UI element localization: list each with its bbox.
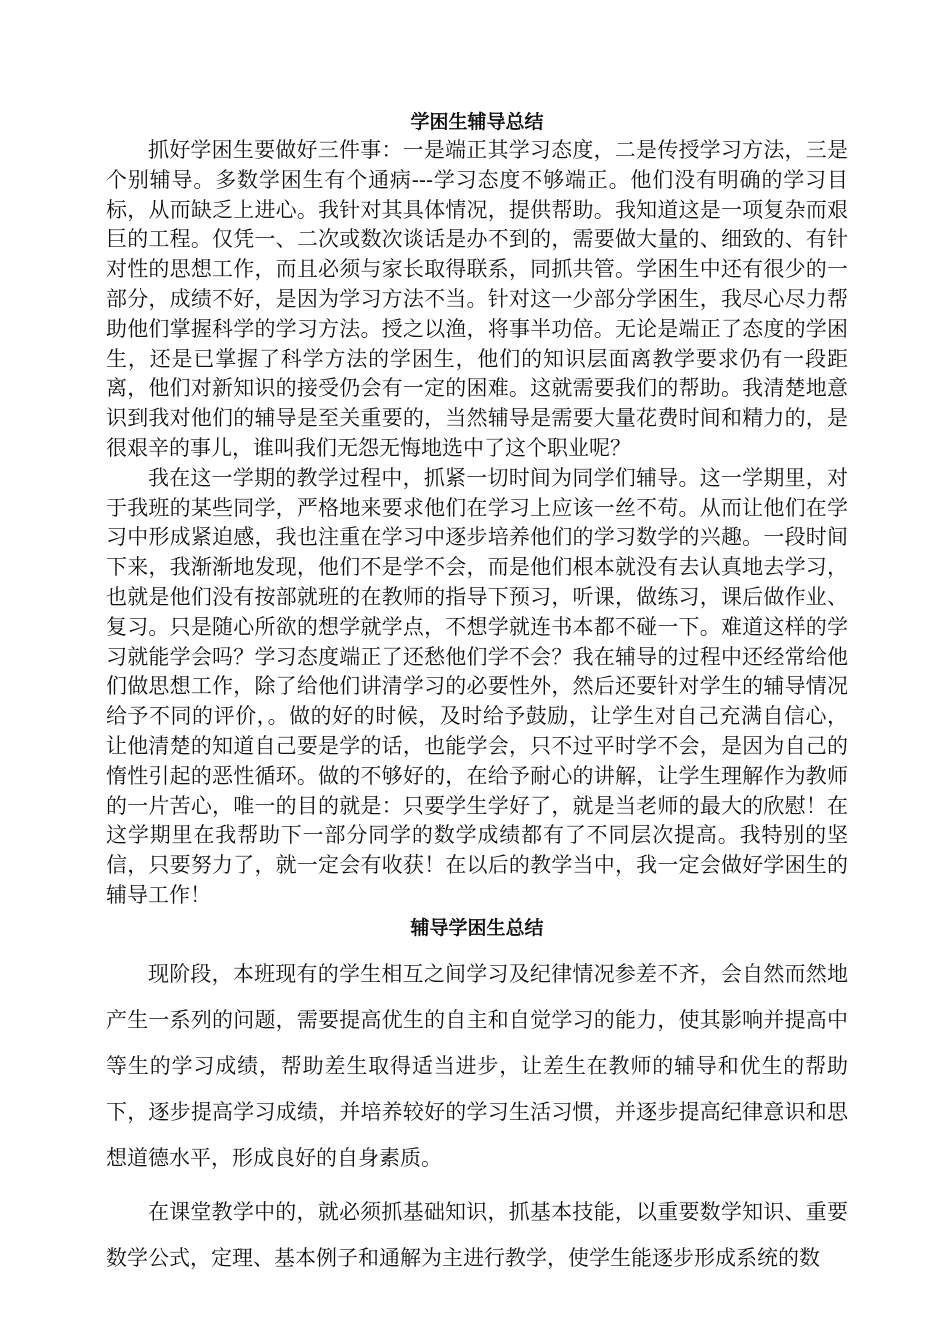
document-title: 学困生辅导总结 <box>410 111 544 133</box>
paragraph: 抓好学困生要做好三件事：一是端正其学习态度，二是传授学习方法，三是个别辅导。多数学困生有个通病---学习态度不够端正。他们没有明确的学习目标，从而缺乏上进心。我针对其具体情况，提供帮助。我知道这是一项复杂而艰巨的工程。仅凭一、二次或数次谈话是办不到的，需要做大量的、细致的、有针对性的思想工作，而且必须与家长取得联系，同抓共管。学困生中还有很少的一部分，成绩不好，是因为学习方法不当。针对这一少部分学困生，我尽心尽力帮助他们掌握科学的学习方法。授之以渔，将事半功倍。无论是端正了态度的学困生，还是已掌握了科学方法的学困生，他们的知识层面离教学要求仍有一段距离，他们对新知识的接受仍会有一定的困难。这就需要我们的帮助。我清楚地意识到我对他们的辅导是至关重要的，当然辅导是需要大量花费时间和精力的，是很艰辛的事儿，谁叫我们无怨无悔地选中了这个职业呢？ <box>106 138 848 460</box>
document-page <box>106 108 848 1281</box>
section-subtitle: 辅导学困生总结 <box>410 916 544 939</box>
section-1 <box>106 136 848 911</box>
section-2 <box>106 951 848 1281</box>
paragraph: 在课堂教学中的，就必须抓基础知识，抓基本技能，以重要数学知识、重要数学公式，定理、基本例子和通解为主进行教学，使学生能逐步形成系统的数 <box>106 1199 848 1270</box>
paragraph: 现阶段，本班现有的学生相互之间学习及纪律情况参差不齐，会自然而然地产生一系列的问题，需要提高优生的自主和自觉学习的能力，使其影响并提高中等生的学习成绩，帮助差生取得适当进步，让差生在教师的辅导和优生的帮助下，逐步提高学习成绩，并培养较好的学习生活习惯，并逐步提高纪律意识和思想道德水平，形成良好的自身素质。 <box>106 961 848 1170</box>
paragraph: 我在这一学期的教学过程中，抓紧一切时间为同学们辅导。这一学期里，对于我班的某些同学，严格地来要求他们在学习上应该一丝不苟。从而让他们在学习中形成紧迫感，我也注重在学习中逐步培养他们的学习数学的兴趣。一段时间下来，我渐渐地发现，他们不是学不会，而是他们根本就没有去认真地去学习，也就是他们没有按部就班的在教师的指导下预习，听课，做练习，课后做作业、复习。只是随心所欲的想学就学点，不想学就连书本都不碰一下。难道这样的学习就能学会吗？学习态度端正了还愁他们学不会？我在辅导的过程中还经常给他们做思想工作，除了给他们讲清学习的必要性外，然后还要针对学生的辅导情况给予不同的评价，。做的好的时候，及时给予鼓励，让学生对自己充满自信心，让他清楚的知道自己要是学的话，也能学会，只不过平时学不会，是因为自己的惰性引起的恶性循环。做的不够好的，在给予耐心的讲解，让学生理解作为教师的一片苦心，唯一的目的就是：只要学生学好了，就是当老师的最大的欣慰！在这学期里在我帮助下一部分同学的数学成绩都有了不同层次提高。我特别的坚信，只要努力了，就一定会有收获！在以后的教学当中，我一定会做好学困生的辅导工作！ <box>106 465 848 907</box>
